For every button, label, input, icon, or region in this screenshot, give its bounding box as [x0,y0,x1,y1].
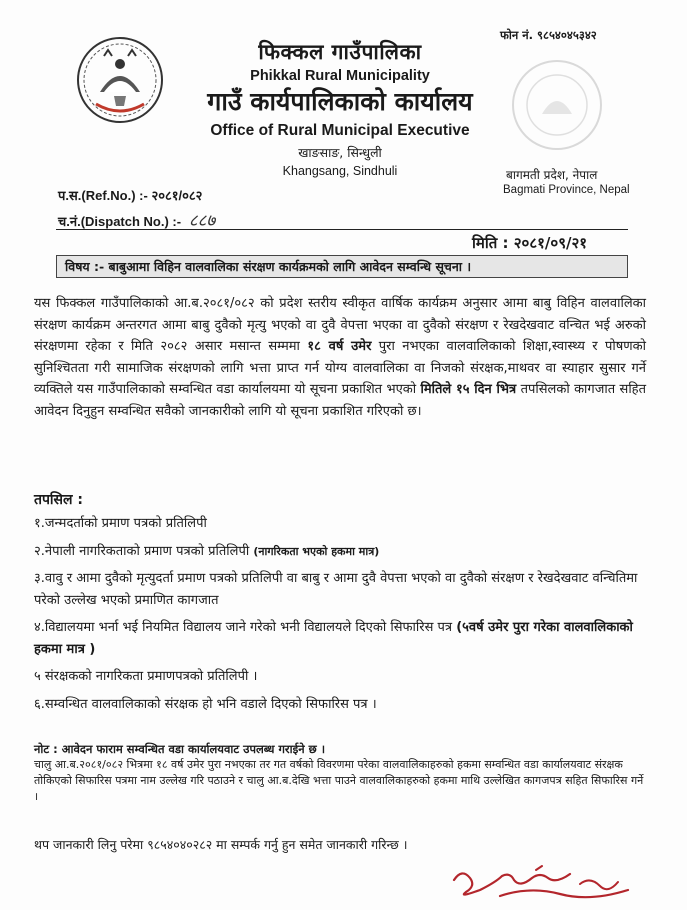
body-text-1: यस फिक्कल गाउँपालिकाको आ.ब.२०८१/०८२ को प्रदेश स्तरीय स्वीकृत वार्षिक कार्यक्रम अनुसार आमा बाबु विहिन वालवालिका संरक्षण कार्यक्रम अन्तरगत आमा बाबु दुवैको मृत्यु भएको वा दुवै वेपत्ता भएका वा दुवैको संरक्षण र रेखदेखवाट वन्चित भई अरुको संरक्षणमा रहेका र मिति २०८२ असार मसान्त सम्ममा [34,296,646,354]
list-item: ३.वावु र आमा दुवैको मृत्युदर्ता प्रमाण पत्रको प्रतिलिपी वा बाबु र आमा दुवै वेपत्ता भएको वा दुवैको संरक्षण र रेखदेखवाट वन्चितिमा परेको उल्लेख भएको प्रमाणित कागजात [34,571,638,608]
phone-number: फोन नं. ९८५४०४५३४२ [500,28,597,42]
office-name-np: गाउँ कार्यपालिकाको कार्यालय [207,87,473,116]
list-item-note: (५वर्ष उमेर पुरा गरेका वालवालिकाको हकमा मात्र ) [34,620,633,657]
notice-body [34,293,646,422]
list-item: ५ संरक्षकको नागरिकता प्रमाणपत्रको प्रतिलिपी । [34,669,258,684]
list-item: २.नेपाली नागरिकताको प्रमाण पत्रको प्रतिलिपी (नागरिकता भएको हकमा मात्र) [34,543,380,559]
subject-line: विषय :- बाबुआमा विहिन वालवालिका संरक्षण कार्यक्रमको लागि आवेदन सम्वन्धि सूचना । [56,255,628,278]
body-bold-age: १८ वर्ष उमेर [307,339,372,354]
signature [440,862,640,908]
header-divider [56,229,628,230]
municipality-name-np: फिक्कल गाउँपालिका [258,40,422,64]
dispatch-value: ८८७ [188,211,216,231]
province-en: Bagmati Province, Nepal [503,184,630,196]
municipality-name-en: Phikkal Rural Municipality [250,68,430,84]
province-np: बागमती प्रदेश, नेपाल [506,168,598,182]
ref-value: २०८१/०८२ [151,188,203,203]
note-text: चालु आ.ब.२०८१/०८२ भित्रमा १८ वर्ष उमेर पुरा नभएका तर गत वर्षको विवरणमा परेका वालवालिकाहरुको हकमा सम्वन्धित वडा कार्यालयवाट संरक्षक तोकिएको सिफारिस पत्रमा नाम उल्लेख गरि पठाउने र चालु आ.ब.देखि भत्ता पाउने वालवालिकाहरुको हकमा माथि उल्लेखित कागजपत्र सहित सिफारिस गर्ने । [34,758,644,803]
list-item: ४.विद्यालयमा भर्ना भई नियमित विद्यालय जाने गरेको भनी विद्यालयले दिएको सिफारिस पत्र (५वर्ष उमेर पुरा गरेका वालवालिकाको हकमा मात्र ) [34,620,633,657]
dispatch-number [58,208,215,231]
contact-line: थप जानकारी लिनु परेमा ९८५४०४०२८२ मा सम्पर्क गर्नु हुन समेत जानकारी गरिन्छ । [34,837,408,852]
document-list [34,513,646,721]
note-section [34,741,646,805]
body-text-2: पुरा नभएका वालवालिकाको शिक्षा,स्वास्थ्य र पोषणको सुनिश्चितता गरी सामाजिक संरक्षणको लागि भत्ता प्राप्त गर्न योग्य वालवालिका वा निजको संरक्षक,माथवर वा स्याहार सुसार गर्ने व्यक्तिले यस गाउँपालिकाको सम्वन्धित वडा कार्यालयमा यो सूचना प्रकाशित भएको [34,339,646,397]
address-np: खाङसाङ, सिन्धुली [298,145,382,160]
tapsil-heading: तपसिल : [34,492,83,508]
reference-number [58,186,202,204]
dispatch-label: च.नं.(Dispatch No.) :- [58,214,182,229]
list-item: १.जन्मदर्ताको प्रमाण पत्रको प्रतिलिपी [34,516,207,531]
document-date: मिति : २०८१/०९/२१ [472,234,588,252]
ref-label: प.स.(Ref.No.) :- [58,188,148,203]
body-bold-deadline: मितिले १५ दिन भित्र [420,382,517,397]
list-item-note: (नागरिकता भएको हकमा मात्र) [253,544,380,558]
letterhead [180,38,500,178]
address-en: Khangsang, Sindhuli [282,164,398,178]
body-text-3: तपसिलको कागजात सहित आवेदन दिनुहुन सम्वन्धित सवैको जानकारीको लागि यो सूचना प्रकाशित गरिएको छ। [34,382,646,419]
nepal-emblem-icon [74,34,166,126]
list-item: ६.सम्वन्धित वालवालिकाको संरक्षक हो भनि वडाले दिएको सिफारिस पत्र । [34,696,377,712]
office-name-en: Office of Rural Municipal Executive [210,122,470,139]
note-heading: नोट : आवेदन फाराम सम्वन्धित वडा कार्यालयवाट उपलब्ध गराईने छ । [34,742,326,756]
faded-stamp-icon [508,56,606,154]
